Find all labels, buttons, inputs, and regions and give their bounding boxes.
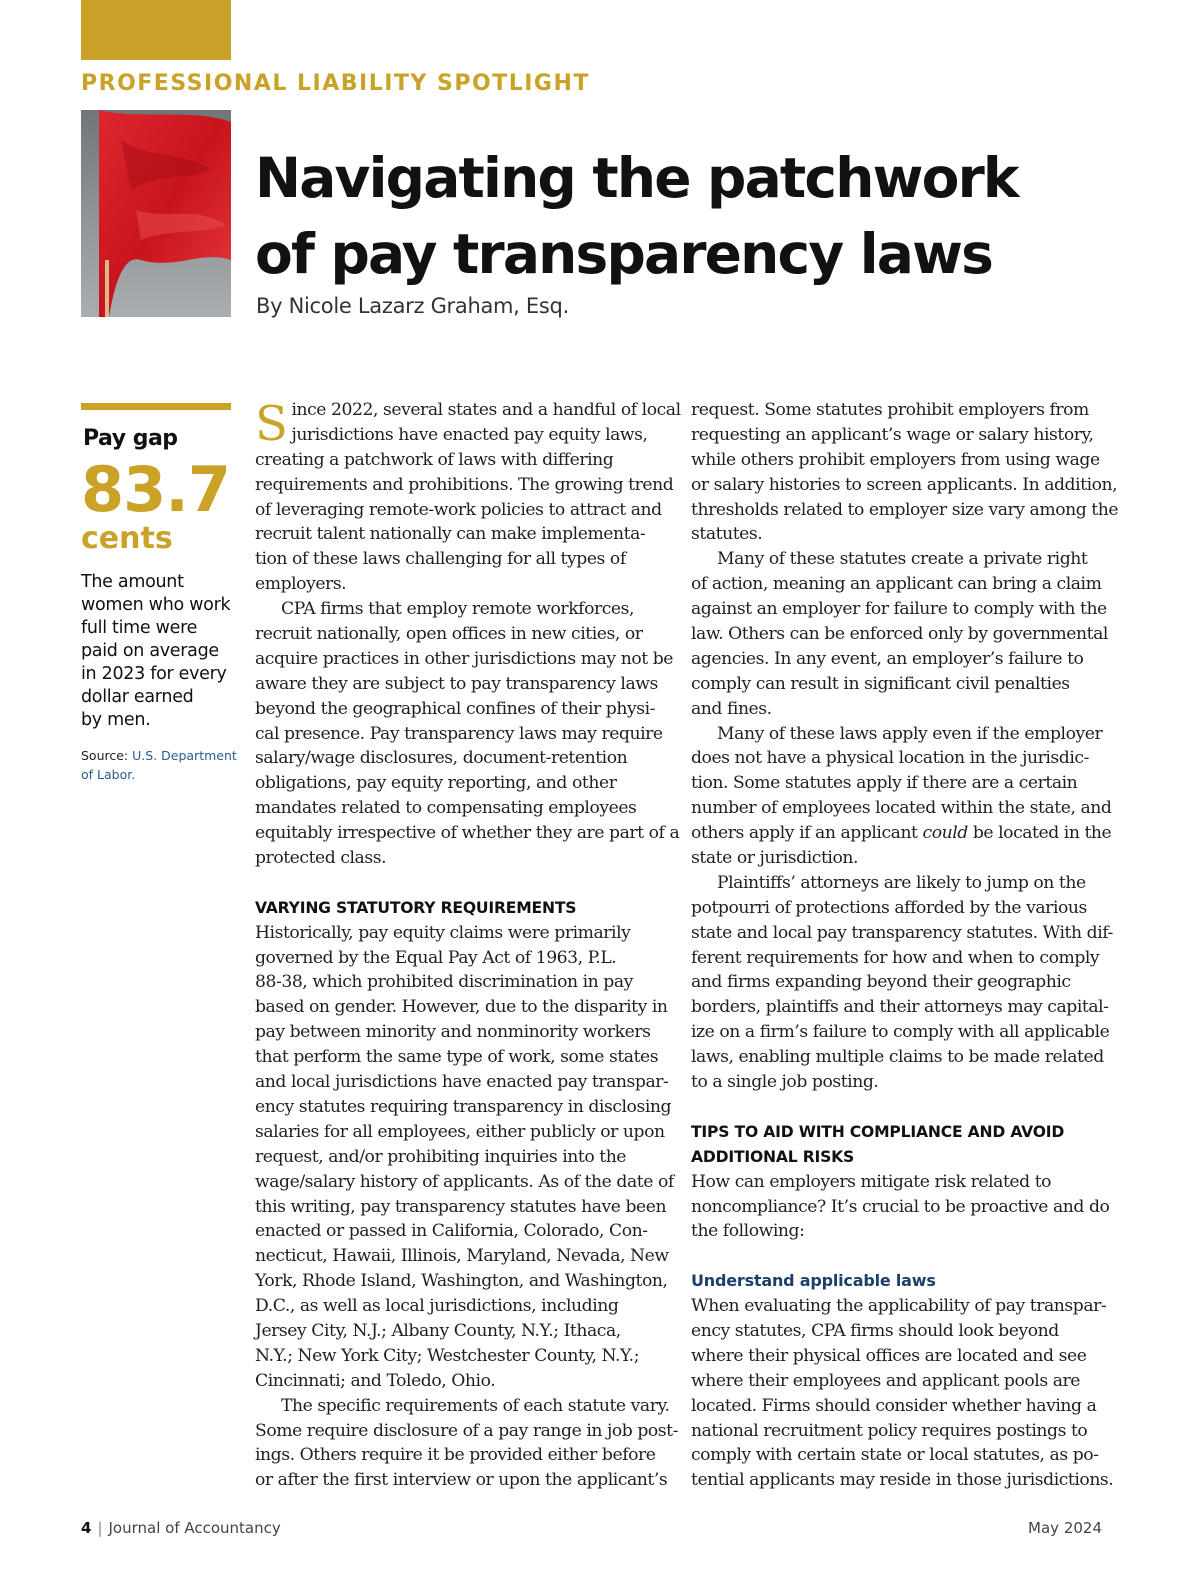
pay-gap-sidebar — [81, 403, 237, 784]
body-line: ferent requirements for how and when to comply — [691, 947, 1100, 968]
stat-value: 83.7 — [81, 453, 230, 526]
section-heading: TIPS TO AID WITH COMPLIANCE AND AVOID — [691, 1122, 1065, 1141]
body-line: requirements and prohibitions. The growing trend — [255, 474, 674, 495]
source-note — [81, 746, 237, 784]
section-label: PROFESSIONAL LIABILITY SPOTLIGHT — [81, 71, 590, 96]
body-line: obligations, pay equity reporting, and other — [255, 773, 617, 794]
stat-unit: cents — [81, 521, 173, 556]
body-line: Historically, pay equity claims were primarily — [255, 922, 631, 943]
body-line: governed by the Equal Pay Act of 1963, P.L. — [255, 947, 617, 968]
body-line: wage/salary history of applicants. As of the date of — [255, 1171, 674, 1192]
paragraph-gap — [691, 1244, 1111, 1269]
body-line: Some require disclosure of a pay range in job post- — [255, 1420, 678, 1441]
body-line: equitably irrespective of whether they are part of a — [255, 823, 680, 844]
paragraph-gap — [691, 1095, 1111, 1120]
body-line: protected class. — [255, 848, 387, 869]
body-line: laws, enabling multiple claims to be made related — [691, 1047, 1104, 1068]
footer-separator: | — [97, 1519, 103, 1537]
source-link-line: U.S. Department — [132, 748, 237, 763]
body-line: Cincinnati; and Toledo, Ohio. — [255, 1370, 496, 1391]
title-line: of pay transparency laws — [255, 222, 993, 286]
description-line: The amount — [81, 572, 184, 592]
body-line: national recruitment policy requires postings to — [691, 1420, 1088, 1441]
body-line: or after the first interview or upon the applicant’s — [255, 1470, 668, 1491]
footer-left — [81, 1519, 281, 1537]
article-title — [255, 140, 1055, 292]
issue-date: May 2024 — [1028, 1519, 1102, 1537]
body-text: be located in the — [967, 823, 1112, 844]
body-line: ings. Others require it be provided either before — [255, 1445, 656, 1466]
body-line: recruit nationally, open offices in new cities, or — [255, 624, 643, 645]
byline: By Nicole Lazarz Graham, Esq. — [256, 294, 569, 318]
body-line: state and local pay transparency statutes. With dif- — [691, 922, 1113, 943]
body-line: borders, plaintiffs and their attorneys may capital- — [691, 997, 1109, 1018]
body-line: Jersey City, N.J.; Albany County, N.Y.; Ithaca, — [255, 1320, 621, 1341]
body-line: D.C., as well as local jurisdictions, including — [255, 1296, 619, 1317]
body-line: ency statutes, CPA firms should look beyond — [691, 1320, 1059, 1341]
paragraph-gap — [255, 871, 675, 896]
body-line: and local jurisdictions have enacted pay transpar- — [255, 1072, 669, 1093]
source-link-line: of Labor. — [81, 767, 136, 782]
body-line: beyond the geographical confines of their physi- — [255, 698, 655, 719]
body-text: others apply if an applicant — [691, 823, 923, 844]
body-line: that perform the same type of work, some states — [255, 1047, 659, 1068]
body-line: cal presence. Pay transparency laws may require — [255, 723, 663, 744]
body-line: ize on a firm’s failure to comply with all applicable — [691, 1022, 1110, 1043]
body-line: of action, meaning an applicant can bring a claim — [691, 574, 1102, 595]
body-line: the following: — [691, 1221, 805, 1242]
source-label: Source: — [81, 748, 129, 763]
section-heading: ADDITIONAL RISKS — [691, 1147, 855, 1166]
body-line: based on gender. However, due to the disparity in — [255, 997, 668, 1018]
body-line: salary/wage disclosures, document-retention — [255, 748, 628, 769]
description-line: full time were — [81, 618, 198, 638]
sidebar-rule — [81, 403, 231, 410]
body-line: recruit talent nationally can make implementa- — [255, 524, 646, 545]
body-line: York, Rhode Island, Washington, and Washington, — [255, 1271, 668, 1292]
body-line: of leveraging remote-work policies to attract and — [255, 499, 662, 520]
body-line: creating a patchwork of laws with differing — [255, 449, 614, 470]
body-line: How can employers mitigate risk related to — [691, 1171, 1052, 1192]
body-line: statutes. — [691, 524, 763, 545]
body-line: jurisdictions have enacted pay equity laws, — [291, 424, 648, 445]
body-line: Plaintiffs’ attorneys are likely to jump on the — [717, 872, 1086, 893]
body-line: where their employees and applicant pools are — [691, 1370, 1080, 1391]
body-line: located. Firms should consider whether having a — [691, 1395, 1097, 1416]
body-line: requesting an applicant’s wage or salary history, — [691, 424, 1094, 445]
body-line: Many of these laws apply even if the employer — [717, 723, 1103, 744]
description-line: by men. — [81, 710, 151, 730]
drop-cap: S — [255, 396, 288, 452]
page-number: 4 — [81, 1519, 92, 1537]
body-line: against an employer for failure to comply with the — [691, 599, 1107, 620]
body-line: pay between minority and nonminority workers — [255, 1022, 651, 1043]
body-line: request. Some statutes prohibit employers from — [691, 400, 1089, 420]
body-line: N.Y.; New York City; Westchester County, N.Y.; — [255, 1345, 640, 1366]
section-heading: VARYING STATUTORY REQUIREMENTS — [255, 898, 577, 917]
body-line: employers. — [255, 574, 347, 595]
body-line: request, and/or prohibiting inquiries into the — [255, 1146, 627, 1167]
body-line: mandates related to compensating employees — [255, 798, 637, 819]
body-line: number of employees located within the state, and — [691, 798, 1112, 819]
article-column-1 — [255, 396, 681, 1493]
description-line: women who work — [81, 595, 231, 615]
body-line: does not have a physical location in the jurisdic- — [691, 748, 1089, 769]
body-line: salaries for all employees, either publicly or upon — [255, 1121, 665, 1142]
body-line: and firms expanding beyond their geographic — [691, 972, 1071, 993]
body-line: tion of these laws challenging for all types of — [255, 549, 626, 570]
body-line: ency statutes requiring transparency in disclosing — [255, 1096, 672, 1117]
article-column-2 — [691, 398, 1119, 1493]
body-line: and fines. — [691, 698, 772, 719]
body-line: ince 2022, several states and a handful of local — [291, 400, 681, 420]
stat-description — [81, 571, 231, 732]
body-line: comply with certain state or local statutes, as po- — [691, 1445, 1099, 1466]
sidebar-heading: Pay gap — [83, 426, 178, 451]
body-line: agencies. In any event, an employer’s failure to — [691, 648, 1084, 669]
body-line: The specific requirements of each statute vary. — [281, 1395, 670, 1416]
body-line: Many of these statutes create a private right — [717, 549, 1088, 570]
body-line: noncompliance? It’s crucial to be proactive and do — [691, 1196, 1110, 1217]
description-line: in 2023 for every — [81, 664, 227, 684]
title-line: Navigating the patchwork — [255, 146, 1018, 210]
body-line: tion. Some statutes apply if there are a certain — [691, 773, 1078, 794]
body-line: thresholds related to employer size vary among the — [691, 499, 1119, 520]
body-line: to a single job posting. — [691, 1072, 879, 1093]
body-line: law. Others can be enforced only by governmental — [691, 624, 1108, 645]
body-line: 88-38, which prohibited discrimination in pay — [255, 972, 633, 993]
body-line: CPA firms that employ remote workforces, — [281, 599, 635, 620]
body-line: enacted or passed in California, Colorado, Con- — [255, 1221, 648, 1242]
body-line: When evaluating the applicability of pay transpar- — [691, 1296, 1107, 1317]
body-line: where their physical offices are located and see — [691, 1345, 1087, 1366]
body-line: or salary histories to screen applicants. In addition, — [691, 474, 1118, 495]
body-line: tential applicants may reside in those jurisdictions. — [691, 1470, 1114, 1491]
emphasis-text: could — [922, 823, 968, 844]
body-line: acquire practices in other jurisdictions may not be — [255, 648, 673, 669]
body-line: necticut, Hawaii, Illinois, Maryland, Nevada, New — [255, 1246, 669, 1267]
description-line: paid on average — [81, 641, 219, 661]
body-line: aware they are subject to pay transparency laws — [255, 673, 658, 694]
body-line: comply can result in significant civil penalties — [691, 673, 1070, 694]
body-line: this writing, pay transparency statutes have been — [255, 1196, 667, 1217]
publication-name: Journal of Accountancy — [108, 1519, 281, 1537]
header-accent-bar — [81, 0, 231, 60]
body-line: state or jurisdiction. — [691, 848, 858, 869]
description-line: dollar earned — [81, 687, 194, 707]
body-line: potpourri of protections afforded by the various — [691, 897, 1087, 918]
subheading: Understand applicable laws — [691, 1271, 936, 1291]
body-line: while others prohibit employers from using wage — [691, 449, 1100, 470]
body-line — [691, 821, 1111, 846]
red-flag-photo — [81, 110, 231, 317]
